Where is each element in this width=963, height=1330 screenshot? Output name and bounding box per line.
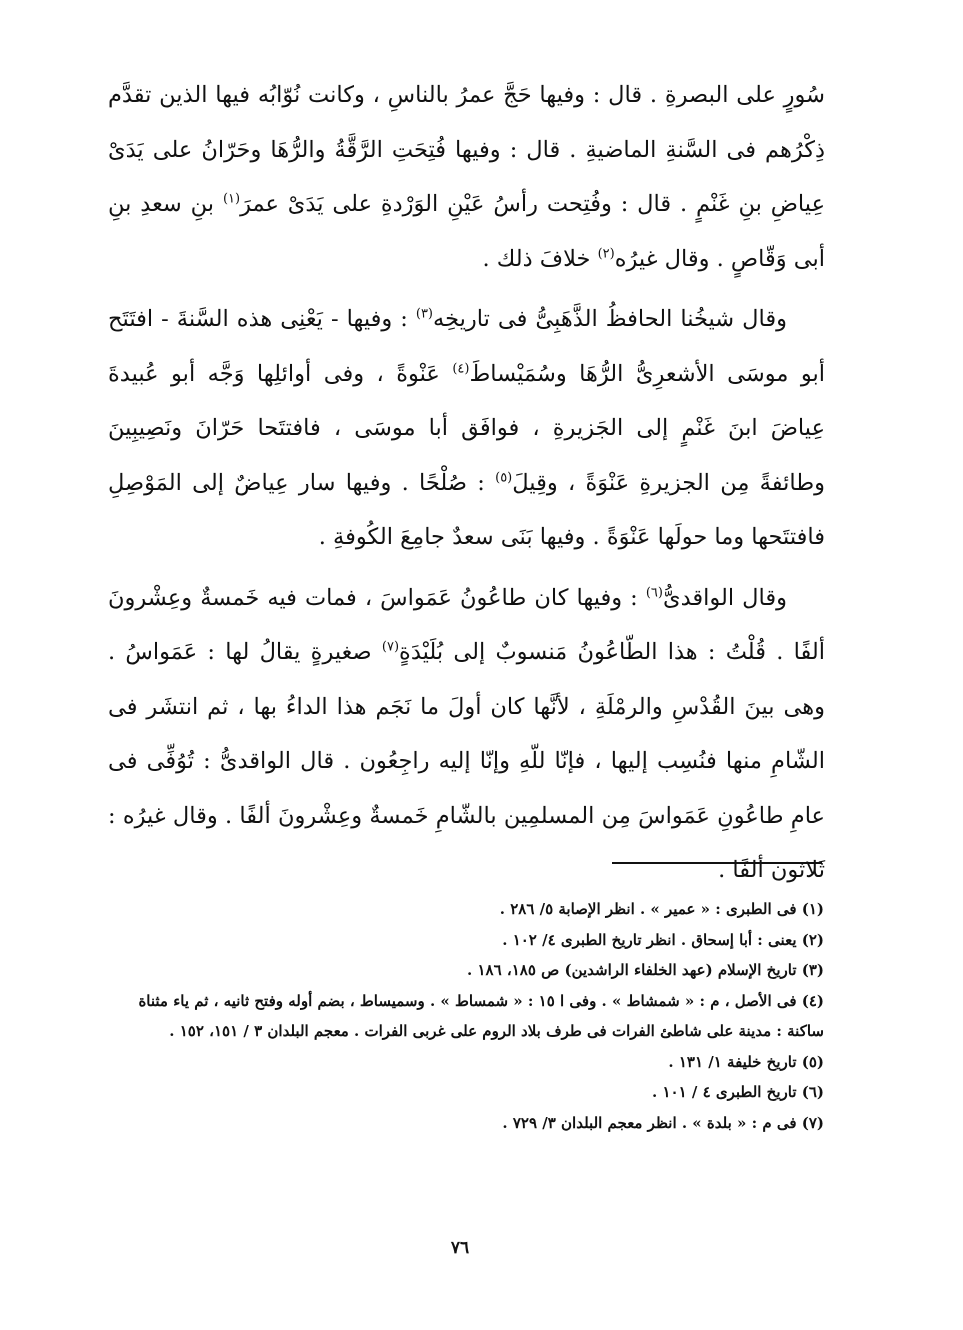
footnote: (٦) تاريخ الطبرى ٤ / ١٠١ . [652, 1083, 824, 1101]
footnote-reference: (٢) [597, 246, 615, 261]
paragraph-text: صغيرةٍ يقالُ لها : عَمَواسُ . وهى بينَ القُدْسِ والرمْلَةِ ، لأنَّها كان أولَ ما نَجَم هذا الداءُ بها ، ثم انتشَر فى الشّامِ منها فنُسِب إليها ، فإنّا للّهِ وإنّا إليه راجِعُون . قال الواقدىُّ : تُوُفِّى فى عامِ طاعُونِ عَمَواسَ مِن المسلمِين بالشّامِ خَمسةٌ وعِشْرونَ ألفًا . وقال غيرُه : ثَلاثون ألفًا . [108, 639, 825, 883]
footnote-reference: (٥) [495, 470, 513, 485]
footnote-reference: (٤) [452, 361, 470, 376]
paragraph-text: : وفيها كان طاعُونُ عَمَواسَ ، فمات فيه خَمسةٌ وعِشْرونَ ألفًا . قُلْتُ : هذا الطّاعُونُ مَنسوبٌ إلى بُلَيْدَةٍ [108, 584, 825, 665]
footnote-reference: (١) [222, 191, 241, 207]
paragraph-text: وقال شيخُنا الحافظُ الذَّهَبِىُّ فى تاريخِه [433, 306, 788, 332]
main-text [108, 68, 825, 904]
footnote-separator [612, 862, 822, 864]
footnote: (٣) تاريخ الإسلام (عهد الخلفاء الراشدين) ص ١٨٥، ١٨٦ . [467, 961, 824, 979]
paragraph-text: وقال الواقدىُّ [662, 584, 788, 611]
footnote: (٧) فى م : « بلدة » . انظر معجم البلدان ٣/ ٧٢٩ . [502, 1113, 824, 1132]
footnote: (٤) فى الأصل ، م : « شمشاط » . وفى ا ١٥ : « شمساط » . وسميساط ، بضم أوله وفتح ثانيه ، ثم ياء مثناة ساكنة : مدينة على شاطئ الفرات فى طرف بلاد الروم على غربى الفرات . معجم البلدان ٣ / ١٥١، ١٥٢ . [138, 991, 824, 1040]
paragraph-text: عَنْوةً ، وفى أوائلِها وَجَّه أبو عُبيدةَ عِياضَ ابنَ غَنْمٍ إلى الجَزيرةِ ، فوافَق أبا موسَى ، فافتتَحا حَرّانَ ونَصِيبِينَ وطائفةً مِن الجزيرةِ عَنْوَةً ، وقِيلَ [108, 360, 825, 496]
page-number: ٧٦ [450, 1238, 470, 1258]
paragraph [108, 292, 825, 565]
paragraph-text: : صُلْحًا . وفيها سار عِياضٌ إلى المَوْصِلِ فافتتَحها وما حولَها عَنْوَةً . وفيها بَنَى سعدٌ جامِعَ الكُوفةِ . [108, 469, 825, 550]
paragraph [108, 68, 825, 286]
footnote: (٢) يعنى : أبا إسحاق . انظر تاريخ الطبرى ٤/ ١٠٢ . [502, 930, 824, 949]
paragraph-text: خلافَ ذلك . [482, 245, 598, 272]
footnote-reference: (٧) [381, 639, 400, 655]
footnote: (١) فى الطبرى : « عمير » . انظر الإصابة ٥/ ٢٨٦ . [499, 900, 824, 918]
footnote-reference: (٦) [645, 585, 663, 600]
footnote-reference: (٣) [415, 306, 433, 322]
paragraph [108, 571, 825, 898]
paragraph-text: : وفيها - يَعْنِى هذه السَّنةَ - افتَتَح أبو موسَى الأشعرِىُّ الرُّهَا وسُمَيْساطَ [108, 306, 825, 387]
footnotes [108, 894, 824, 1138]
footnote: (٥) تاريخ خليفة ١/ ١٣١ . [668, 1052, 824, 1071]
paragraph-text: بنِ سعدِ بنِ أبى وَقّاصٍ . وقال غيرُه [108, 191, 825, 272]
paragraph-text: سُورٍ على البصرةِ . قال : وفيها حَجَّ عمرُ بالناسِ ، وكانت نُوّابُه فيها الذين تقدَّم ذِكْرُهم فى السَّنةِ الماضيةِ . قال : وفيها فُتِحَتِ الرَّقَّةُ والرُّهَا وحَرّانُ على يَدَىْ عِياضِ بنِ غَنْمٍ . قال : وفُتِحت رأسُ عَيْنِ الوَرْدةِ على يَدَىْ عمرَ [108, 82, 825, 217]
